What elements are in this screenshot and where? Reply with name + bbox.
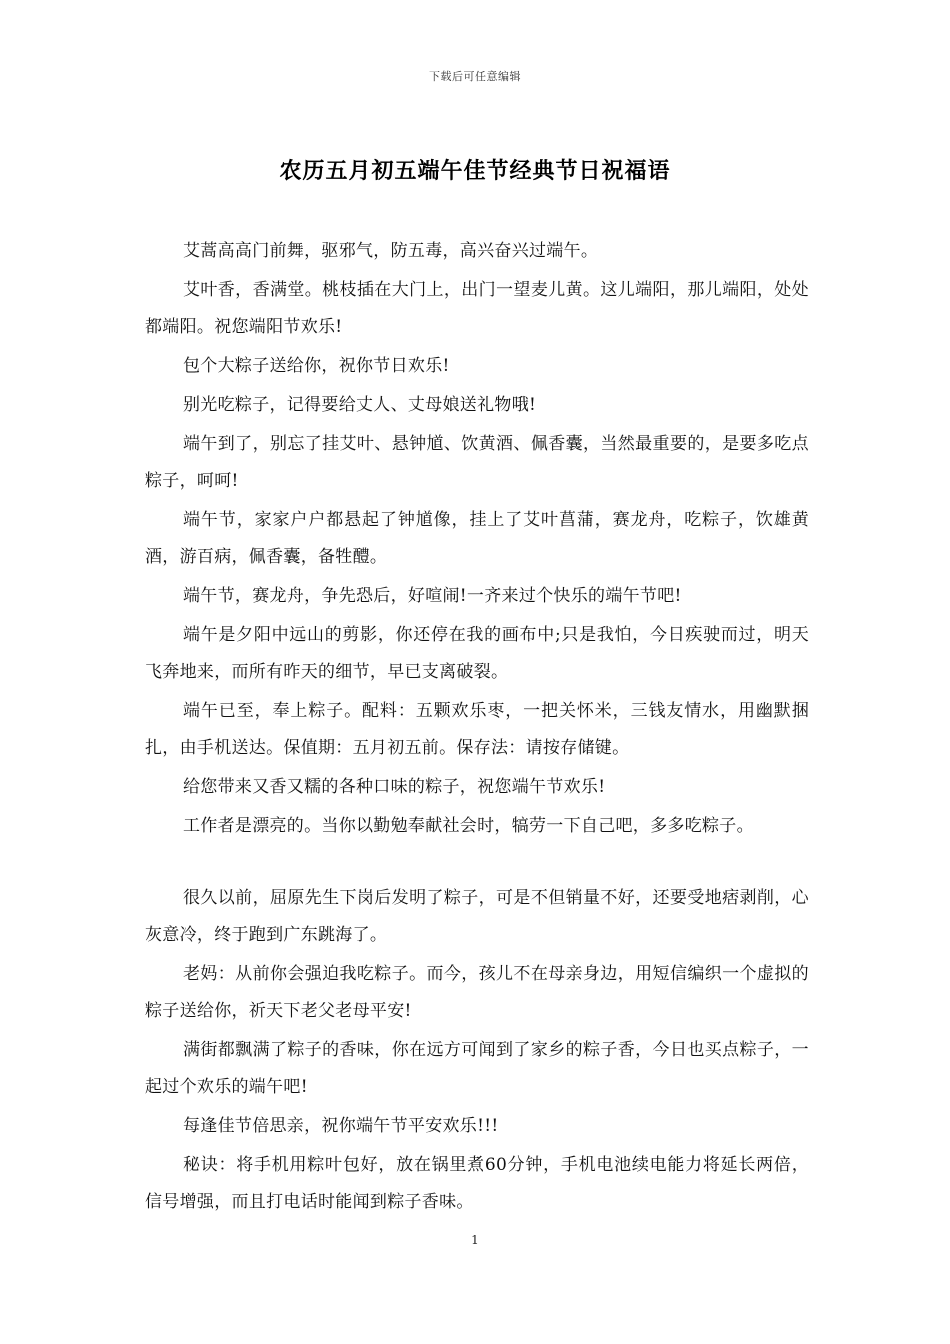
paragraph: 很久以前，屈原先生下岗后发明了粽子，可是不但销量不好，还要受地痞剥削，心灰意冷，终于跑到广东跳海了。 (145, 888, 809, 945)
paragraph: 老妈：从前你会强迫我吃粽子。而今，孩儿不在母亲身边，用短信编织一个虚拟的粽子送给你，祈天下老父老母平安! (145, 964, 809, 1021)
paragraph: 别光吃粽子，记得要给丈人、丈母娘送礼物哦! (183, 395, 537, 415)
paragraph: 端午已至，奉上粽子。配料：五颗欢乐枣，一把关怀米，三钱友情水，用幽默捆扎，由手机送达。保值期：五月初五前。保存法：请按存储键。 (145, 701, 809, 758)
paragraph: 艾蒿高高门前舞，驱邪气，防五毒，高兴奋兴过端午。 (183, 241, 599, 261)
paragraph: 每逢佳节倍思亲，祝你端午节平安欢乐!!! (183, 1116, 499, 1136)
paragraph: 给您带来又香又糯的各种口味的粽子，祝您端午节欢乐! (183, 777, 606, 797)
paragraph: 秘诀：将手机用粽叶包好，放在锅里煮60分钟，手机电池续电能力将延长两倍，信号增强，而且打电话时能闻到粽子香味。 (145, 1155, 809, 1212)
paragraph: 艾叶香，香满堂。桃枝插在大门上，出门一望麦儿黄。这儿端阳，那儿端阳，处处都端阳。祝您端阳节欢乐! (145, 280, 809, 337)
paragraph: 端午到了，别忘了挂艾叶、悬钟馗、饮黄酒、佩香囊，当然最重要的，是要多吃点粽子，呵呵! (145, 434, 809, 491)
paragraph: 端午是夕阳中远山的剪影，你还停在我的画布中;只是我怕，今日疾驶而过，明天飞奔地来，而所有昨天的细节，早已支离破裂。 (145, 625, 809, 682)
paragraph: 包个大粽子送给你，祝你节日欢乐! (183, 356, 450, 376)
document-body (145, 233, 809, 1223)
header-note: 下载后可任意编辑 (429, 70, 521, 83)
paragraph: 满街都飘满了粽子的香味，你在远方可闻到了家乡的粽子香，今日也买点粽子，一起过个欢乐的端午吧! (145, 1040, 809, 1097)
paragraph: 工作者是漂亮的。当你以勤勉奉献社会时，犒劳一下自己吧，多多吃粽子。 (183, 816, 754, 836)
page-number: 1 (471, 1233, 479, 1247)
document-title: 农历五月初五端午佳节经典节日祝福语 (279, 158, 671, 184)
paragraph: 端午节，赛龙舟，争先恐后，好喧闹!一齐来过个快乐的端午节吧! (183, 586, 682, 606)
paragraph: 端午节，家家户户都悬起了钟馗像，挂上了艾叶菖蒲，赛龙舟，吃粽子，饮雄黄酒，游百病，佩香囊，备牲醴。 (145, 510, 809, 567)
